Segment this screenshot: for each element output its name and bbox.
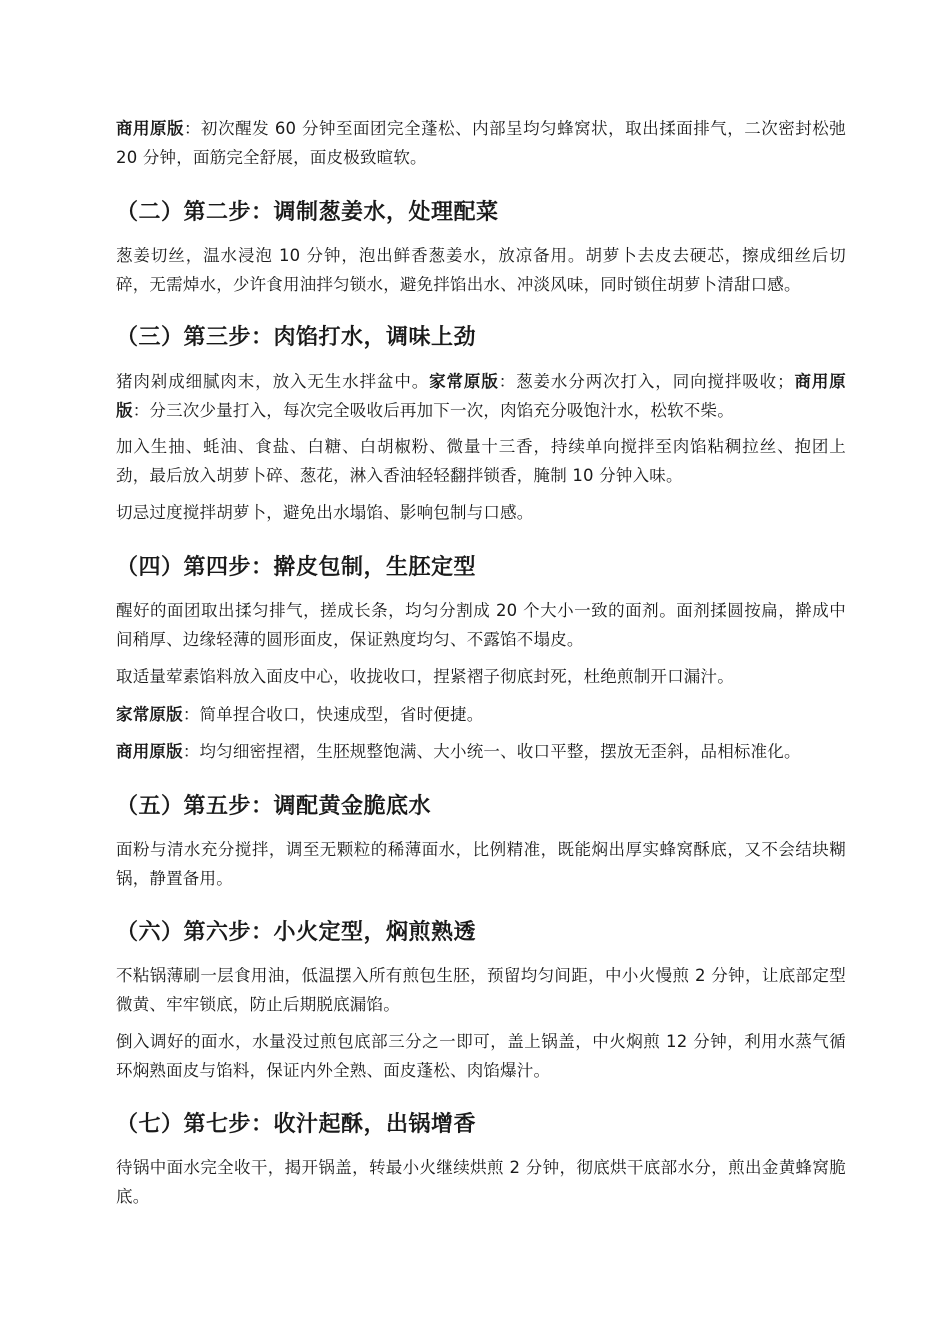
body-paragraph [116,498,846,527]
paragraph-text: 面粉与清水充分搅拌，调至无颗粒的稀薄面水，比例精准，既能焖出厚实蜂窝酥底，又不会结块糊锅，静置备用。 [116,840,846,888]
bold-label: 商用原版 [116,372,846,420]
body-paragraph [116,432,846,490]
paragraph-text: 取适量荤素馅料放入面皮中心，收拢收口，捏紧褶子彻底封死，杜绝煎制开口漏汁。 [116,667,734,686]
paragraph-text: 待锅中面水完全收干，揭开锅盖，转最小火继续烘煎 2 分钟，彻底烘干底部水分，煎出金黄蜂窝脆底。 [116,1158,846,1206]
body-paragraph [116,596,846,654]
body-paragraph [116,700,846,729]
paragraph-text: ：均匀细密捏褶，生胚规整饱满、大小统一、收口平整，摆放无歪斜，品相标准化。 [182,742,801,761]
paragraph-text: 葱姜切丝，温水浸泡 10 分钟，泡出鲜香葱姜水，放凉备用。胡萝卜去皮去硬芯，擦成细丝后切碎，无需焯水，少许食用油拌匀锁水，避免拌馅出水、冲淡风味，同时锁住胡萝卜清甜口感。 [116,246,846,294]
body-paragraph [116,1153,846,1211]
section-heading: （五）第五步：调配黄金脆底水 [116,794,432,819]
paragraph-text: 加入生抽、蚝油、食盐、白糖、白胡椒粉、微量十三香，持续单向搅拌至肉馅粘稠拉丝、抱团上劲，最后放入胡萝卜碎、葱花，淋入香油轻轻翻拌锁香，腌制 10 分钟入味。 [116,437,846,485]
paragraph-text: ：初次醒发 60 分钟至面团完全蓬松、内部呈均匀蜂窝状，取出揉面排气，二次密封松弛 20 分钟，面筋完全舒展，面皮极致暄软。 [116,119,846,167]
section-heading: （三）第三步：肉馅打水，调味上劲 [116,325,477,350]
bold-label: 商用原版 [116,119,185,138]
body-paragraph [116,662,846,691]
body-paragraph [116,737,846,766]
paragraph-text: 倒入调好的面水，水量没过煎包底部三分之一即可，盖上锅盖，中火焖煎 12 分钟，利用水蒸气循环焖熟面皮与馅料，保证内外全熟、面皮蓬松、肉馅爆汁。 [116,1032,846,1080]
paragraph-text: 醒好的面团取出揉匀排气，搓成长条，均匀分割成 20 个大小一致的面剂。面剂揉圆按扁，擀成中间稍厚、边缘轻薄的圆形面皮，保证熟度均匀、不露馅不塌皮。 [116,601,846,649]
paragraph-text: 切忌过度搅拌胡萝卜，避免出水塌馅、影响包制与口感。 [116,503,534,522]
body-paragraph [116,835,846,893]
section-heading: （二）第二步：调制葱姜水，处理配菜 [116,200,499,225]
paragraph-text: ：简单捏合收口，快速成型，省时便捷。 [182,705,484,724]
paragraph-text: 不粘锅薄刷一层食用油，低温摆入所有煎包生胚，预留均匀间距，中小火慢煎 2 分钟，让底部定型微黄、牢牢锁底，防止后期脱底漏馅。 [116,966,846,1014]
body-paragraph [116,114,846,172]
paragraph-text: 猪肉剁成细腻肉末，放入无生水拌盆中。 [116,372,430,391]
paragraph-text: ：分三次少量打入，每次完全吸收后再加下一次，肉馅充分吸饱汁水，松软不柴。 [132,401,734,420]
paragraph-text: ：葱姜水分两次打入，同向搅拌吸收； [498,372,794,391]
body-paragraph [116,367,846,425]
bold-label: 商用原版 [116,742,183,761]
section-heading: （四）第四步：擀皮包制，生胚定型 [116,555,477,580]
bold-label: 家常原版 [429,372,499,391]
section-heading: （六）第六步：小火定型，焖煎熟透 [116,920,477,945]
body-paragraph [116,1027,846,1085]
bold-label: 家常原版 [116,705,183,724]
body-paragraph [116,961,846,1019]
body-paragraph [116,241,846,299]
section-heading: （七）第七步：收汁起酥，出锅增香 [116,1112,477,1137]
